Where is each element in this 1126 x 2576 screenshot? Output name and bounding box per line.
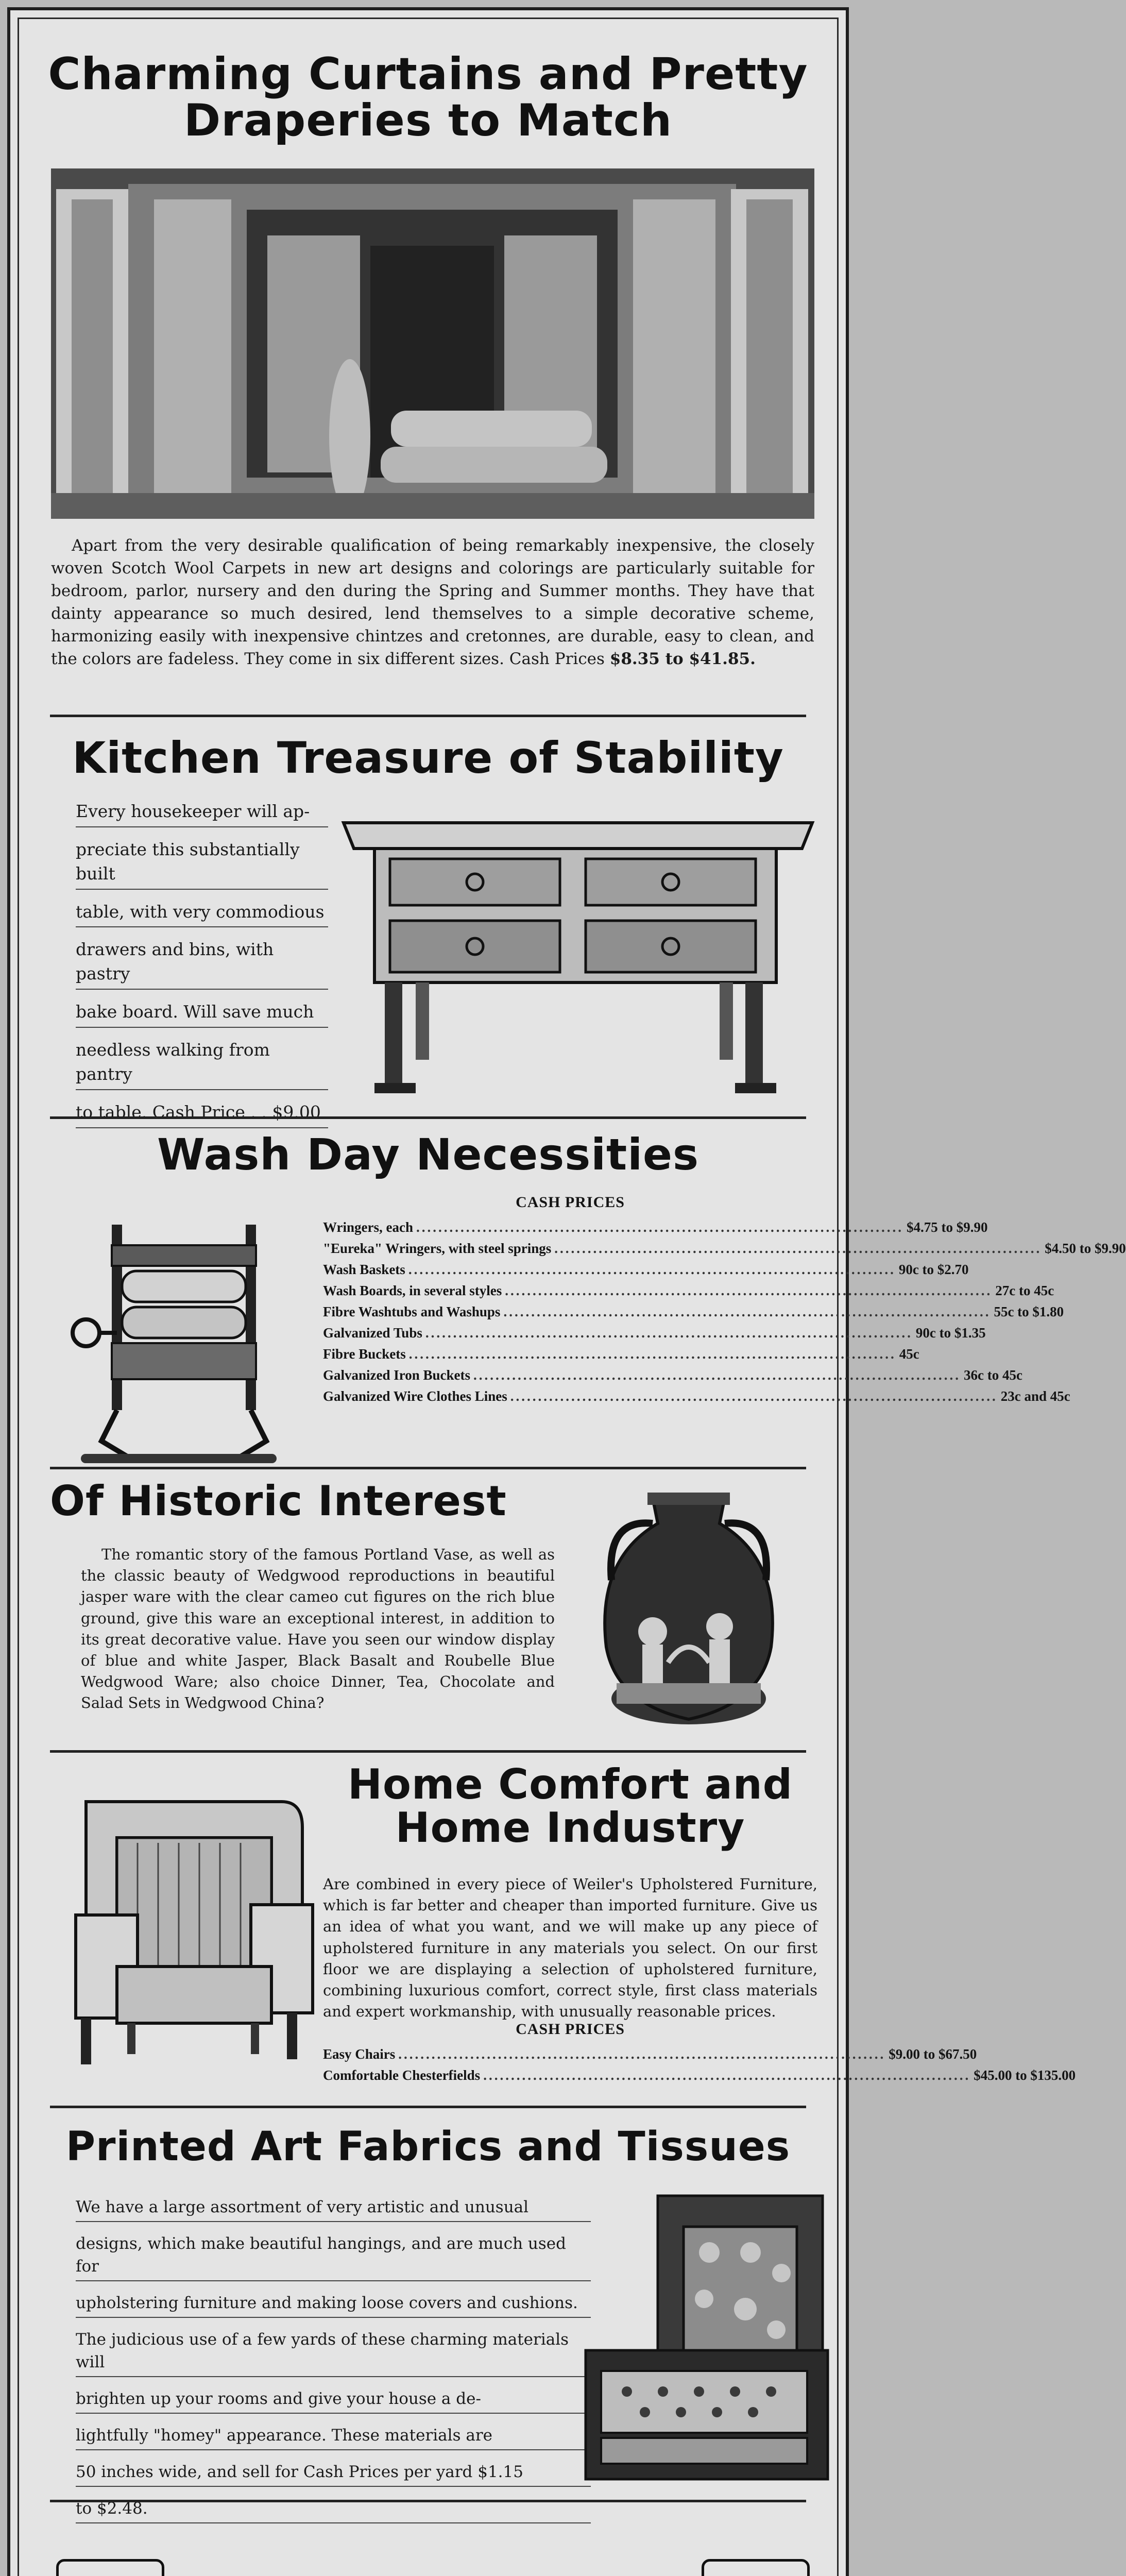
curtains-headline: Charming Curtains and Pretty Draperies to Match xyxy=(48,48,808,147)
wash-headline: Wash Day Necessities xyxy=(157,1129,699,1180)
home-body: Are combined in every piece of Weiler's Upholstered Furniture, which is far better and cheaper than imported furniture. Give us an idea of what you want, and we will make up any piece of upholstered furniture in any materials you select. On our first floor we are displaying a selection of upholstered furniture, combining luxurious comfort, correct style, first class materials and expert workmanship, with unusually reasonable prices. xyxy=(323,1875,817,2021)
divider xyxy=(50,1750,806,1753)
kitchen-table-illustration xyxy=(338,802,823,1106)
home-headline: Home Comfort and Home Industry xyxy=(348,1760,793,1852)
easy-chair-illustration xyxy=(60,1781,318,2075)
divider xyxy=(50,1116,806,1119)
price-row: Fibre Buckets ........................................................................................ 45c xyxy=(323,1346,919,1362)
kitchen-line: preciate this substantially built xyxy=(76,838,328,890)
price-row: Comfortable Chesterfields ........................................................................................ $45.00 to $135.00 xyxy=(323,2067,1076,2083)
wash-price-list xyxy=(323,1219,1126,1410)
portland-vase-illustration xyxy=(565,1477,812,1735)
kitchen-line: table, with very commodious xyxy=(76,900,328,928)
fabrics-body xyxy=(76,2196,591,2534)
fabrics-line: to $2.48. xyxy=(76,2497,591,2523)
popular-home-furnishers-badge xyxy=(56,2559,164,2576)
fabrics-line: designs, which make beautiful hangings, and are much used for xyxy=(76,2232,591,2281)
fabrics-line: The judicious use of a few yards of these charming materials will xyxy=(76,2328,591,2377)
curtains-price-range: $8.35 to $41.85. xyxy=(609,650,756,669)
divider xyxy=(50,1467,806,1469)
historic-headline: Of Historic Interest xyxy=(50,1477,507,1525)
price-row: Wringers, each ........................................................................................ $4.75 to $9.90 xyxy=(323,1219,988,1235)
price-row: Galvanized Tubs ........................................................................................ 90c to $1.35 xyxy=(323,1325,986,1341)
kitchen-line: to table. Cash Price . . $9.00 xyxy=(76,1100,328,1128)
fabrics-line: We have a large assortment of very artistic and unusual xyxy=(76,2196,591,2222)
kitchen-line: needless walking from pantry xyxy=(76,1038,328,1090)
upholstered-furniture-illustration xyxy=(586,2196,828,2484)
fabrics-line: 50 inches wide, and sell for Cash Prices per yard $1.15 xyxy=(76,2461,591,2487)
fabrics-line: upholstering furniture and making loose covers and cushions. xyxy=(76,2292,591,2318)
price-row: Fibre Washtubs and Washups ........................................................................................ 55c to $1.80 xyxy=(323,1304,1064,1319)
divider xyxy=(50,2500,806,2502)
curtains-body: Apart from the very desirable qualification of being remarkably inexpensive, the closely woven Scotch Wool Carpets in new art designs and colorings are particularly suitable for bedroom, parlor, nursery and den during the Spring and Summer months. They have that dainty appearance so much desired, lend themselves to a simple decorative scheme, harmonizing easily with inexpensive chintzes and cretonnes, are durable, easy to clean, and the colors are fadeless. They come in six different sizes. Cash Prices $8.35 to $41.85. xyxy=(51,536,814,669)
wash-cash-prices-label: CASH PRICES xyxy=(516,1194,625,1211)
fabrics-line: lightfully "homey" appearance. These materials are xyxy=(76,2424,591,2450)
fabrics-headline: Printed Art Fabrics and Tissues xyxy=(65,2124,791,2170)
curtains-photo xyxy=(51,168,814,519)
price-row: Wash Boards, in several styles ........................................................................................ 27c to 45c xyxy=(323,1283,1054,1298)
kitchen-line: Every housekeeper will ap- xyxy=(76,800,328,827)
price-row: Easy Chairs ........................................................................................ $9.00 to $67.50 xyxy=(323,2046,977,2062)
divider xyxy=(50,2106,806,2108)
advertisement-page xyxy=(7,7,1126,2576)
price-row: Galvanized Iron Buckets ........................................................................................ 36c to 45c xyxy=(323,1367,1022,1383)
kitchen-line: drawers and bins, with pastry xyxy=(76,938,328,990)
price-row: "Eureka" Wringers, with steel springs ........................................................................................ $4.50 to $9.90 xyxy=(323,1241,1126,1256)
historic-body: The romantic story of the famous Portland Vase, as well as the classic beauty of Wedgwood reproductions in beautiful jasper ware with the clear cameo cut figures on the rich blue ground, give this ware an exceptional interest, in addition to its great decorative value. Have you seen our window display of blue and white Jasper, Black Basalt and Roubelle Blue Wedgwood Ware; also choice Dinner, Tea, Chocolate and Salad Sets in Wedgwood China? xyxy=(81,1546,555,1712)
home-cash-prices-label: CASH PRICES xyxy=(516,2021,625,2038)
do-better-at-weilers-badge xyxy=(702,2559,810,2576)
divider xyxy=(50,715,806,717)
price-row: Galvanized Wire Clothes Lines ........................................................................................ 23c and 45c xyxy=(323,1388,1070,1404)
price-row: Wash Baskets ........................................................................................ 90c to $2.70 xyxy=(323,1262,969,1277)
kitchen-body xyxy=(76,800,328,1139)
ad-frame xyxy=(18,18,1126,2576)
home-price-list xyxy=(323,2046,1076,2089)
kitchen-line: bake board. Will save much xyxy=(76,1000,328,1028)
kitchen-headline: Kitchen Treasure of Stability xyxy=(72,733,784,783)
wringer-illustration xyxy=(71,1214,313,1472)
fabrics-line: brighten up your rooms and give your house a de- xyxy=(76,2387,591,2414)
